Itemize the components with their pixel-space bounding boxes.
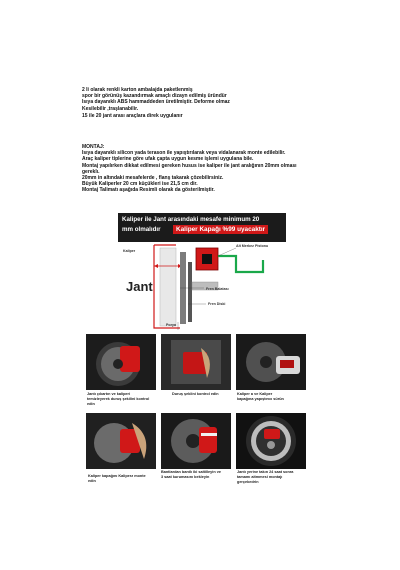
montaj-line: gereklı. <box>82 168 100 175</box>
step-photo-1 <box>86 334 156 390</box>
step-photo-2 <box>161 334 231 390</box>
montaj-section <box>82 144 297 187</box>
intro-line: 2 li olarak renkli karton ambalajda paketlenmiş <box>82 87 193 93</box>
step-photo-3 <box>236 334 306 390</box>
banner-line-2: mm olmalıdır <box>122 226 161 233</box>
caption-line: 3 saat kurumasını bekleyin <box>161 474 210 479</box>
step-5-image <box>161 413 231 469</box>
fren-balatasi-label: Fren Balatası <box>206 287 229 291</box>
caption-line: edin <box>87 401 95 406</box>
compatibility-note: 15 ile 20 jant arası araçlara direk uygulanır <box>82 113 183 119</box>
caption-line: Jantı çıkartın ve kaliperi <box>87 392 131 396</box>
step-2-image <box>161 334 231 390</box>
arac-merkez-label: Alt Merkez Pistonu <box>236 244 269 248</box>
montaj-line: Isıya dayanıklı silicon yada terason ile yapıştırılarak veya vidalanarak monte edilebilir. <box>82 150 286 157</box>
porya-label: Porya <box>166 323 176 327</box>
caliper-distance-diagram <box>118 213 286 335</box>
kaliper-label: Kaliper <box>123 249 136 253</box>
caption-line: Kaliper kapağını Kaliperz monte <box>88 474 146 478</box>
step-caption-3 <box>237 392 284 402</box>
montaj-note: Montaj Talimatı aşağıda Resimli olarak da gösterilmiştir. <box>82 187 215 193</box>
fren-diski-label: Fren Diski <box>208 302 226 306</box>
step-photo-6 <box>236 413 306 469</box>
caption-line: Duruş şeklini kontrol edin <box>172 392 219 396</box>
montaj-line: 20mm in altındaki mesafelerde , flanş takarak çözebilirsiniz. <box>82 175 224 182</box>
montaj-line: MONTAJ: <box>82 144 105 150</box>
caption-line: Jantı yerine takın 24 saat sonra <box>237 470 294 474</box>
banner-line-1: Kaliper ile Jant arasındaki mesafe minimum 20 <box>122 216 260 223</box>
intro-line: spor bir görünüş kazandırmak amaçlı dizayn edilmiş üründür <box>82 93 227 100</box>
diagram-banner <box>118 213 286 242</box>
jant-label: Jant <box>126 279 153 294</box>
caption-line: tamamı aitmmesi montajı <box>237 474 283 479</box>
montaj-line: Büyük Kaliperler 20 cm küçükleri ise 21,5 cm dir. <box>82 181 198 188</box>
montaj-line: Montaj yapılırken dikkat edilmesi gereken husus ise kaliper ile jant aralığının 20mm olması <box>82 162 297 169</box>
step-caption-6 <box>237 470 293 484</box>
step-caption-2 <box>172 392 219 397</box>
step-photo-4 <box>86 413 156 469</box>
caption-line: kapağına yapıştırıcı sürün <box>237 396 284 401</box>
caption-line: temizleyerek duruş şekilini kontrol <box>87 396 150 401</box>
caption-line: edin <box>88 478 96 483</box>
intro-paragraph <box>82 87 230 112</box>
intro-line: Kesilebilir ,traşlanabilir. <box>82 105 139 112</box>
step-photo-5 <box>161 413 231 469</box>
step-caption-1 <box>87 392 149 406</box>
caption-line: gerçekedrin <box>237 479 259 484</box>
montaj-line: Araç kaliper tiplerine göre ufak çapta uygun kesme işlemi uygulana bile. <box>82 156 254 163</box>
step-1-image <box>86 334 156 390</box>
banner-highlight: Kaliper Kapağı %99 uyacaktır <box>173 225 268 234</box>
step-4-image <box>86 413 156 469</box>
caption-line: Kaliper a ve Kaliper <box>237 392 273 396</box>
step-3-image <box>236 334 306 390</box>
step-6-image <box>236 413 306 469</box>
step-caption-5 <box>161 470 221 480</box>
caption-line: Bantlardan bantlı iki saltilleyin ve <box>161 470 221 474</box>
intro-line: Isıya dayanıklı ABS hammaddeden üretilmiştir. Deforme olmaz <box>82 99 230 106</box>
step-caption-4 <box>88 474 146 484</box>
